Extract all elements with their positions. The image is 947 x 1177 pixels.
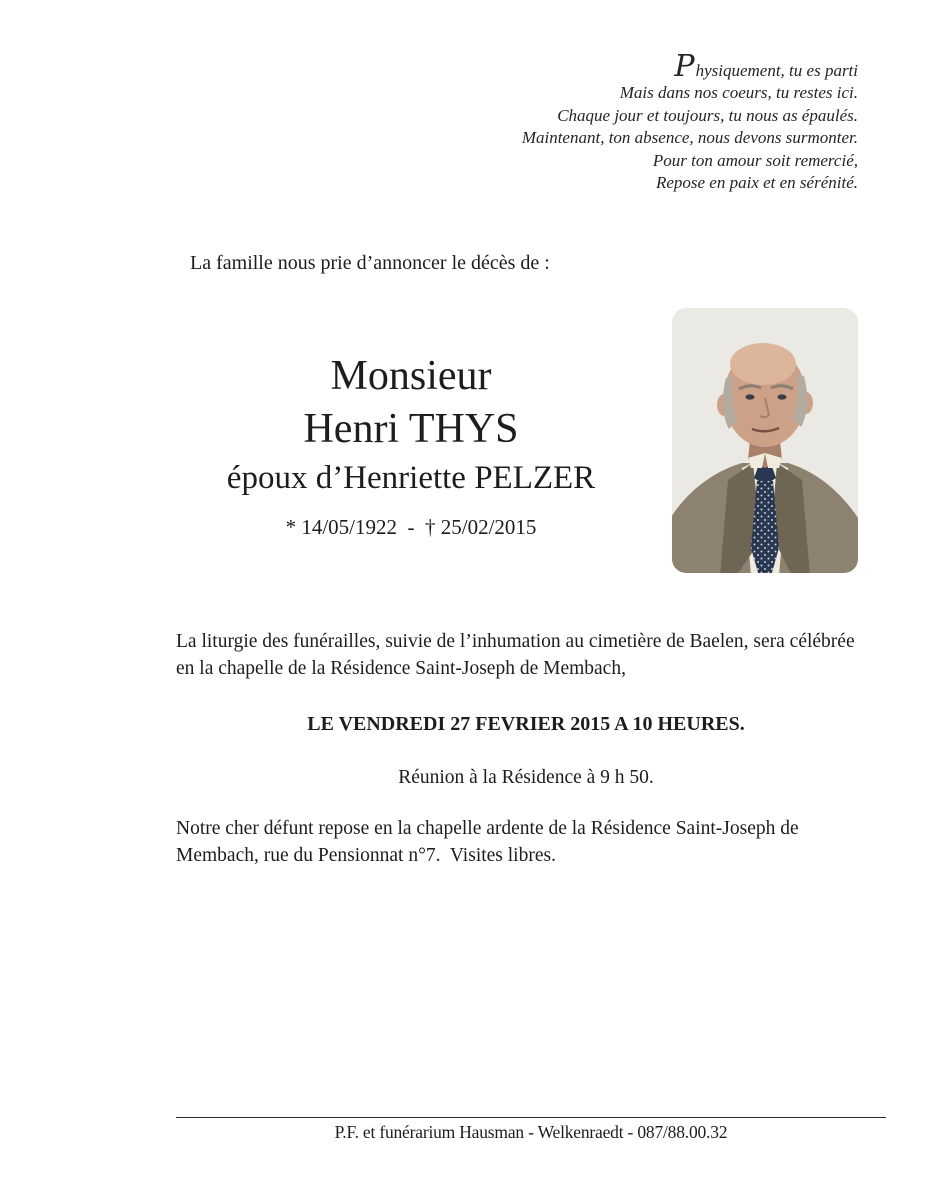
meeting-line: Réunion à la Résidence à 9 h 50. xyxy=(398,767,654,788)
deceased-title: Monsieur xyxy=(330,353,492,399)
poem-line-1-text: hysiquement, tu es parti xyxy=(695,61,858,80)
eye-left xyxy=(746,394,755,399)
deceased-relation: époux d’Henriette PELZER xyxy=(226,460,596,496)
poem-initial-letter: P xyxy=(674,49,695,84)
deceased-dates: * 14/05/1922 - † 25/02/2015 xyxy=(285,515,537,539)
deceased-name: Henri THYS xyxy=(303,406,519,452)
eye-right xyxy=(778,394,787,399)
footer xyxy=(176,1117,886,1143)
ceremony-details xyxy=(176,628,876,869)
repose-paragraph: Notre cher défunt repose en la chapelle ardente de la Résidence Saint-Joseph de Membach, rue du Pensionnat n°7. Visites libres. xyxy=(176,818,804,866)
bald-crown xyxy=(730,343,796,385)
ceremony-date-line: LE VENDREDI 27 FEVRIER 2015 A 10 HEURES. xyxy=(307,713,745,735)
portrait-illustration xyxy=(672,308,858,573)
funeral-home-line: P.F. et funérarium Hausman - Welkenraedt - 087/88.00.32 xyxy=(334,1122,728,1142)
liturgy-paragraph: La liturgie des funérailles, suivie de l’inhumation au cimetière de Baelen, sera célébrée en la chapelle de la Résidence Saint-Joseph de Membach, xyxy=(176,631,860,679)
poem-line-3: Chaque jour et toujours, tu nous as épaulés. xyxy=(557,105,858,125)
announcement-intro: La famille nous prie d’annoncer le décès de : xyxy=(190,252,550,274)
memorial-poem xyxy=(521,49,858,194)
deceased-portrait-photo xyxy=(672,308,858,573)
poem-line-2: Mais dans nos coeurs, tu restes ici. xyxy=(619,83,858,103)
poem-line-1 xyxy=(522,49,858,84)
poem-line-4: Maintenant, ton absence, nous devons surmonter. xyxy=(521,128,858,148)
poem-line-5: Pour ton amour soit remercié, xyxy=(652,150,858,170)
deceased-name-block xyxy=(176,350,646,540)
poem-line-6: Repose en paix et en sérénité. xyxy=(655,173,858,193)
